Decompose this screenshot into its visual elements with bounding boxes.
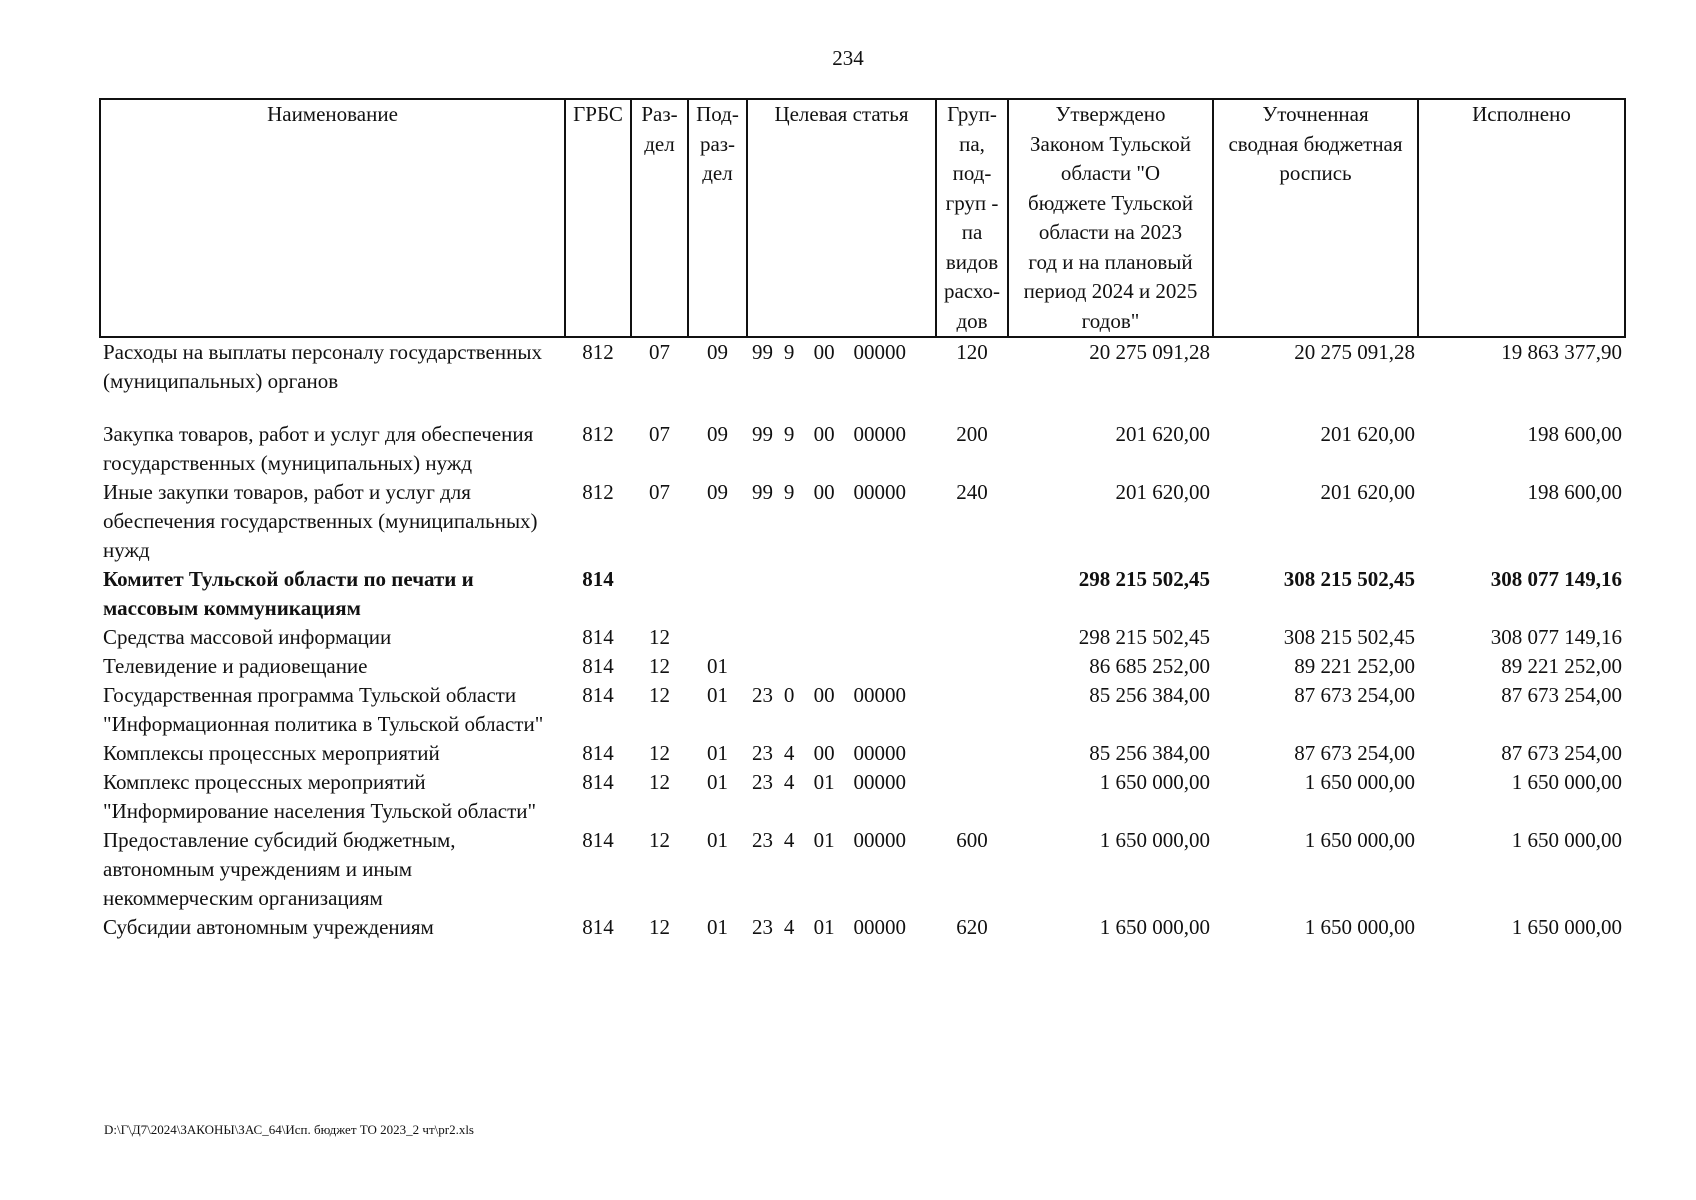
celevaya-part: 9 [783, 340, 795, 364]
table-row [100, 478, 1625, 565]
celevaya-part: 00 [813, 683, 835, 707]
header-celevaya: Целевая статья [747, 99, 936, 337]
cell-razdel: 07 [649, 480, 670, 504]
cell-refined: 1 650 000,00 [1304, 828, 1415, 852]
cell-name: Телевидение и радиовещание [103, 654, 368, 678]
cell-razdel: 12 [649, 741, 670, 765]
cell-razdel: 12 [649, 625, 670, 649]
cell-name: Комплексы процессных мероприятий [103, 741, 440, 765]
cell-razdel: 07 [649, 340, 670, 364]
celevaya-part: 23 [752, 741, 773, 765]
cell-executed: 308 077 149,16 [1490, 567, 1622, 591]
cell-grbs: 814 [582, 654, 614, 678]
cell-group [936, 623, 1008, 652]
celevaya-part: 00 [813, 340, 835, 364]
cell-razdel: 12 [649, 915, 670, 939]
cell-name: Иные закупки товаров, работ и услуг для обеспечения государственных (муниципальных) нужд [103, 480, 538, 562]
table-row [100, 681, 1625, 739]
cell-executed: 1 650 000,00 [1511, 915, 1622, 939]
cell-razdel: 07 [649, 422, 670, 446]
cell-celevaya [747, 652, 936, 681]
cell-group: 620 [956, 915, 988, 939]
celevaya-part: 23 [752, 683, 773, 707]
cell-refined: 201 620,00 [1320, 422, 1415, 446]
file-path-footer: D:\Г\Д7\2024\ЗАКОНЫ\ЗАС_64\Исп. бюджет ТО 2023_2 чт\pr2.xls [104, 1122, 474, 1137]
cell-approved: 201 620,00 [1115, 422, 1210, 446]
celevaya-part: 01 [813, 828, 835, 852]
cell-razdel: 12 [649, 683, 670, 707]
cell-celevaya [747, 768, 936, 826]
cell-grbs: 812 [582, 340, 614, 364]
cell-approved: 20 275 091,28 [1089, 340, 1210, 364]
celevaya-part: 99 [752, 422, 773, 446]
cell-name: Государственная программа Тульской области "Информационная политика в Тульской области" [103, 683, 544, 736]
table-row [100, 826, 1625, 913]
cell-refined: 308 215 502,45 [1283, 625, 1415, 649]
cell-name: Средства массовой информации [103, 625, 392, 649]
cell-group: 200 [956, 422, 988, 446]
cell-group [936, 565, 1008, 623]
cell-podrazdel: 01 [707, 770, 728, 794]
table-row [100, 768, 1625, 826]
celevaya-part: 00000 [853, 422, 906, 446]
table-row [100, 337, 1625, 420]
cell-razdel: 12 [649, 654, 670, 678]
celevaya-part: 4 [783, 741, 795, 765]
cell-group [936, 652, 1008, 681]
cell-group: 120 [956, 340, 988, 364]
cell-celevaya [747, 826, 936, 913]
cell-name: Субсидии автономным учреждениям [103, 915, 434, 939]
cell-podrazdel: 01 [707, 915, 728, 939]
celevaya-part: 0 [783, 683, 795, 707]
cell-grbs: 814 [582, 683, 614, 707]
cell-refined: 87 673 254,00 [1294, 741, 1415, 765]
cell-refined: 89 221 252,00 [1294, 654, 1415, 678]
header-gruppa: Груп- па, под- груп - па видов расхо- дов [936, 99, 1008, 337]
cell-executed: 1 650 000,00 [1511, 828, 1622, 852]
cell-podrazdel: 09 [707, 340, 728, 364]
cell-podrazdel [688, 565, 747, 623]
cell-celevaya [747, 478, 936, 565]
celevaya-part: 23 [752, 770, 773, 794]
cell-grbs: 814 [582, 915, 614, 939]
header-razdel: Раз- дел [631, 99, 688, 337]
header-approved: Утверждено Законом Тульской области "О бюджете Тульской области на 2023 год и на плановый период 2024 и 2025 годов" [1008, 99, 1213, 337]
cell-approved: 85 256 384,00 [1089, 683, 1210, 707]
table-row [100, 652, 1625, 681]
header-executed: Исполнено [1418, 99, 1625, 337]
cell-executed: 198 600,00 [1527, 422, 1622, 446]
cell-razdel: 12 [649, 770, 670, 794]
cell-razdel: 12 [649, 828, 670, 852]
celevaya-part: 99 [752, 480, 773, 504]
celevaya-part: 00000 [853, 683, 906, 707]
table-header-row [100, 99, 1625, 337]
cell-executed: 1 650 000,00 [1511, 770, 1622, 794]
cell-refined: 308 215 502,45 [1283, 567, 1415, 591]
cell-group [936, 681, 1008, 739]
cell-celevaya [747, 565, 936, 623]
cell-refined: 1 650 000,00 [1304, 915, 1415, 939]
celevaya-part: 01 [813, 770, 835, 794]
celevaya-part: 23 [752, 915, 773, 939]
celevaya-part: 4 [783, 915, 795, 939]
cell-grbs: 814 [582, 770, 614, 794]
cell-approved: 1 650 000,00 [1099, 915, 1210, 939]
cell-podrazdel: 01 [707, 828, 728, 852]
celevaya-part: 9 [783, 480, 795, 504]
budget-table [99, 98, 1626, 942]
cell-celevaya [747, 739, 936, 768]
page-number: 234 [832, 46, 864, 70]
cell-approved: 298 215 502,45 [1078, 567, 1210, 591]
celevaya-part: 00000 [853, 915, 906, 939]
cell-podrazdel [688, 623, 747, 652]
cell-approved: 298 215 502,45 [1078, 625, 1210, 649]
cell-name: Расходы на выплаты персоналу государственных (муниципальных) органов [103, 340, 542, 393]
cell-celevaya [747, 337, 936, 420]
cell-group [936, 739, 1008, 768]
cell-grbs: 814 [582, 828, 614, 852]
celevaya-part: 00000 [853, 770, 906, 794]
celevaya-part: 00000 [853, 828, 906, 852]
table-row [100, 913, 1625, 942]
header-grbs: ГРБС [565, 99, 631, 337]
header-name: Наименование [100, 99, 565, 337]
celevaya-part: 00 [813, 480, 835, 504]
cell-celevaya [747, 913, 936, 942]
celevaya-part: 00 [813, 741, 835, 765]
cell-grbs: 814 [582, 741, 614, 765]
cell-refined: 1 650 000,00 [1304, 770, 1415, 794]
celevaya-part: 01 [813, 915, 835, 939]
celevaya-part: 4 [783, 828, 795, 852]
cell-podrazdel: 01 [707, 683, 728, 707]
cell-executed: 89 221 252,00 [1501, 654, 1622, 678]
cell-group: 600 [956, 828, 988, 852]
cell-celevaya [747, 420, 936, 478]
cell-celevaya [747, 681, 936, 739]
cell-refined: 87 673 254,00 [1294, 683, 1415, 707]
cell-grbs: 812 [582, 422, 614, 446]
cell-name: Комплекс процессных мероприятий "Информирование населения Тульской области" [103, 770, 537, 823]
cell-executed: 198 600,00 [1527, 480, 1622, 504]
cell-refined: 20 275 091,28 [1294, 340, 1415, 364]
cell-celevaya [747, 623, 936, 652]
celevaya-part: 00000 [853, 480, 906, 504]
celevaya-part: 4 [783, 770, 795, 794]
celevaya-part: 00000 [853, 340, 906, 364]
celevaya-part: 23 [752, 828, 773, 852]
celevaya-part: 00000 [853, 741, 906, 765]
table-row [100, 420, 1625, 478]
cell-group [936, 768, 1008, 826]
table-row [100, 623, 1625, 652]
cell-podrazdel: 01 [707, 741, 728, 765]
table-row [100, 739, 1625, 768]
cell-podrazdel: 09 [707, 422, 728, 446]
cell-approved: 1 650 000,00 [1099, 770, 1210, 794]
cell-executed: 308 077 149,16 [1490, 625, 1622, 649]
celevaya-part: 00 [813, 422, 835, 446]
cell-grbs: 812 [582, 480, 614, 504]
cell-approved: 1 650 000,00 [1099, 828, 1210, 852]
cell-approved: 86 685 252,00 [1089, 654, 1210, 678]
cell-approved: 85 256 384,00 [1089, 741, 1210, 765]
cell-podrazdel: 09 [707, 480, 728, 504]
cell-podrazdel: 01 [707, 654, 728, 678]
table-row [100, 565, 1625, 623]
cell-name: Комитет Тульской области по печати и массовым коммуникациям [103, 567, 474, 620]
header-podrazdel: Под- раз- дел [688, 99, 747, 337]
cell-refined: 201 620,00 [1320, 480, 1415, 504]
header-refined: Уточненная сводная бюджетная роспись [1213, 99, 1418, 337]
celevaya-part: 9 [783, 422, 795, 446]
cell-razdel [631, 565, 688, 623]
cell-executed: 19 863 377,90 [1501, 340, 1622, 364]
cell-name: Закупка товаров, работ и услуг для обеспечения государственных (муниципальных) нужд [103, 422, 534, 475]
celevaya-part: 99 [752, 340, 773, 364]
cell-executed: 87 673 254,00 [1501, 683, 1622, 707]
cell-grbs: 814 [582, 625, 614, 649]
cell-approved: 201 620,00 [1115, 480, 1210, 504]
cell-grbs: 814 [582, 567, 614, 591]
cell-executed: 87 673 254,00 [1501, 741, 1622, 765]
cell-group: 240 [956, 480, 988, 504]
cell-name: Предоставление субсидий бюджетным, автономным учреждениям и иным некоммерческим организациям [103, 828, 456, 910]
